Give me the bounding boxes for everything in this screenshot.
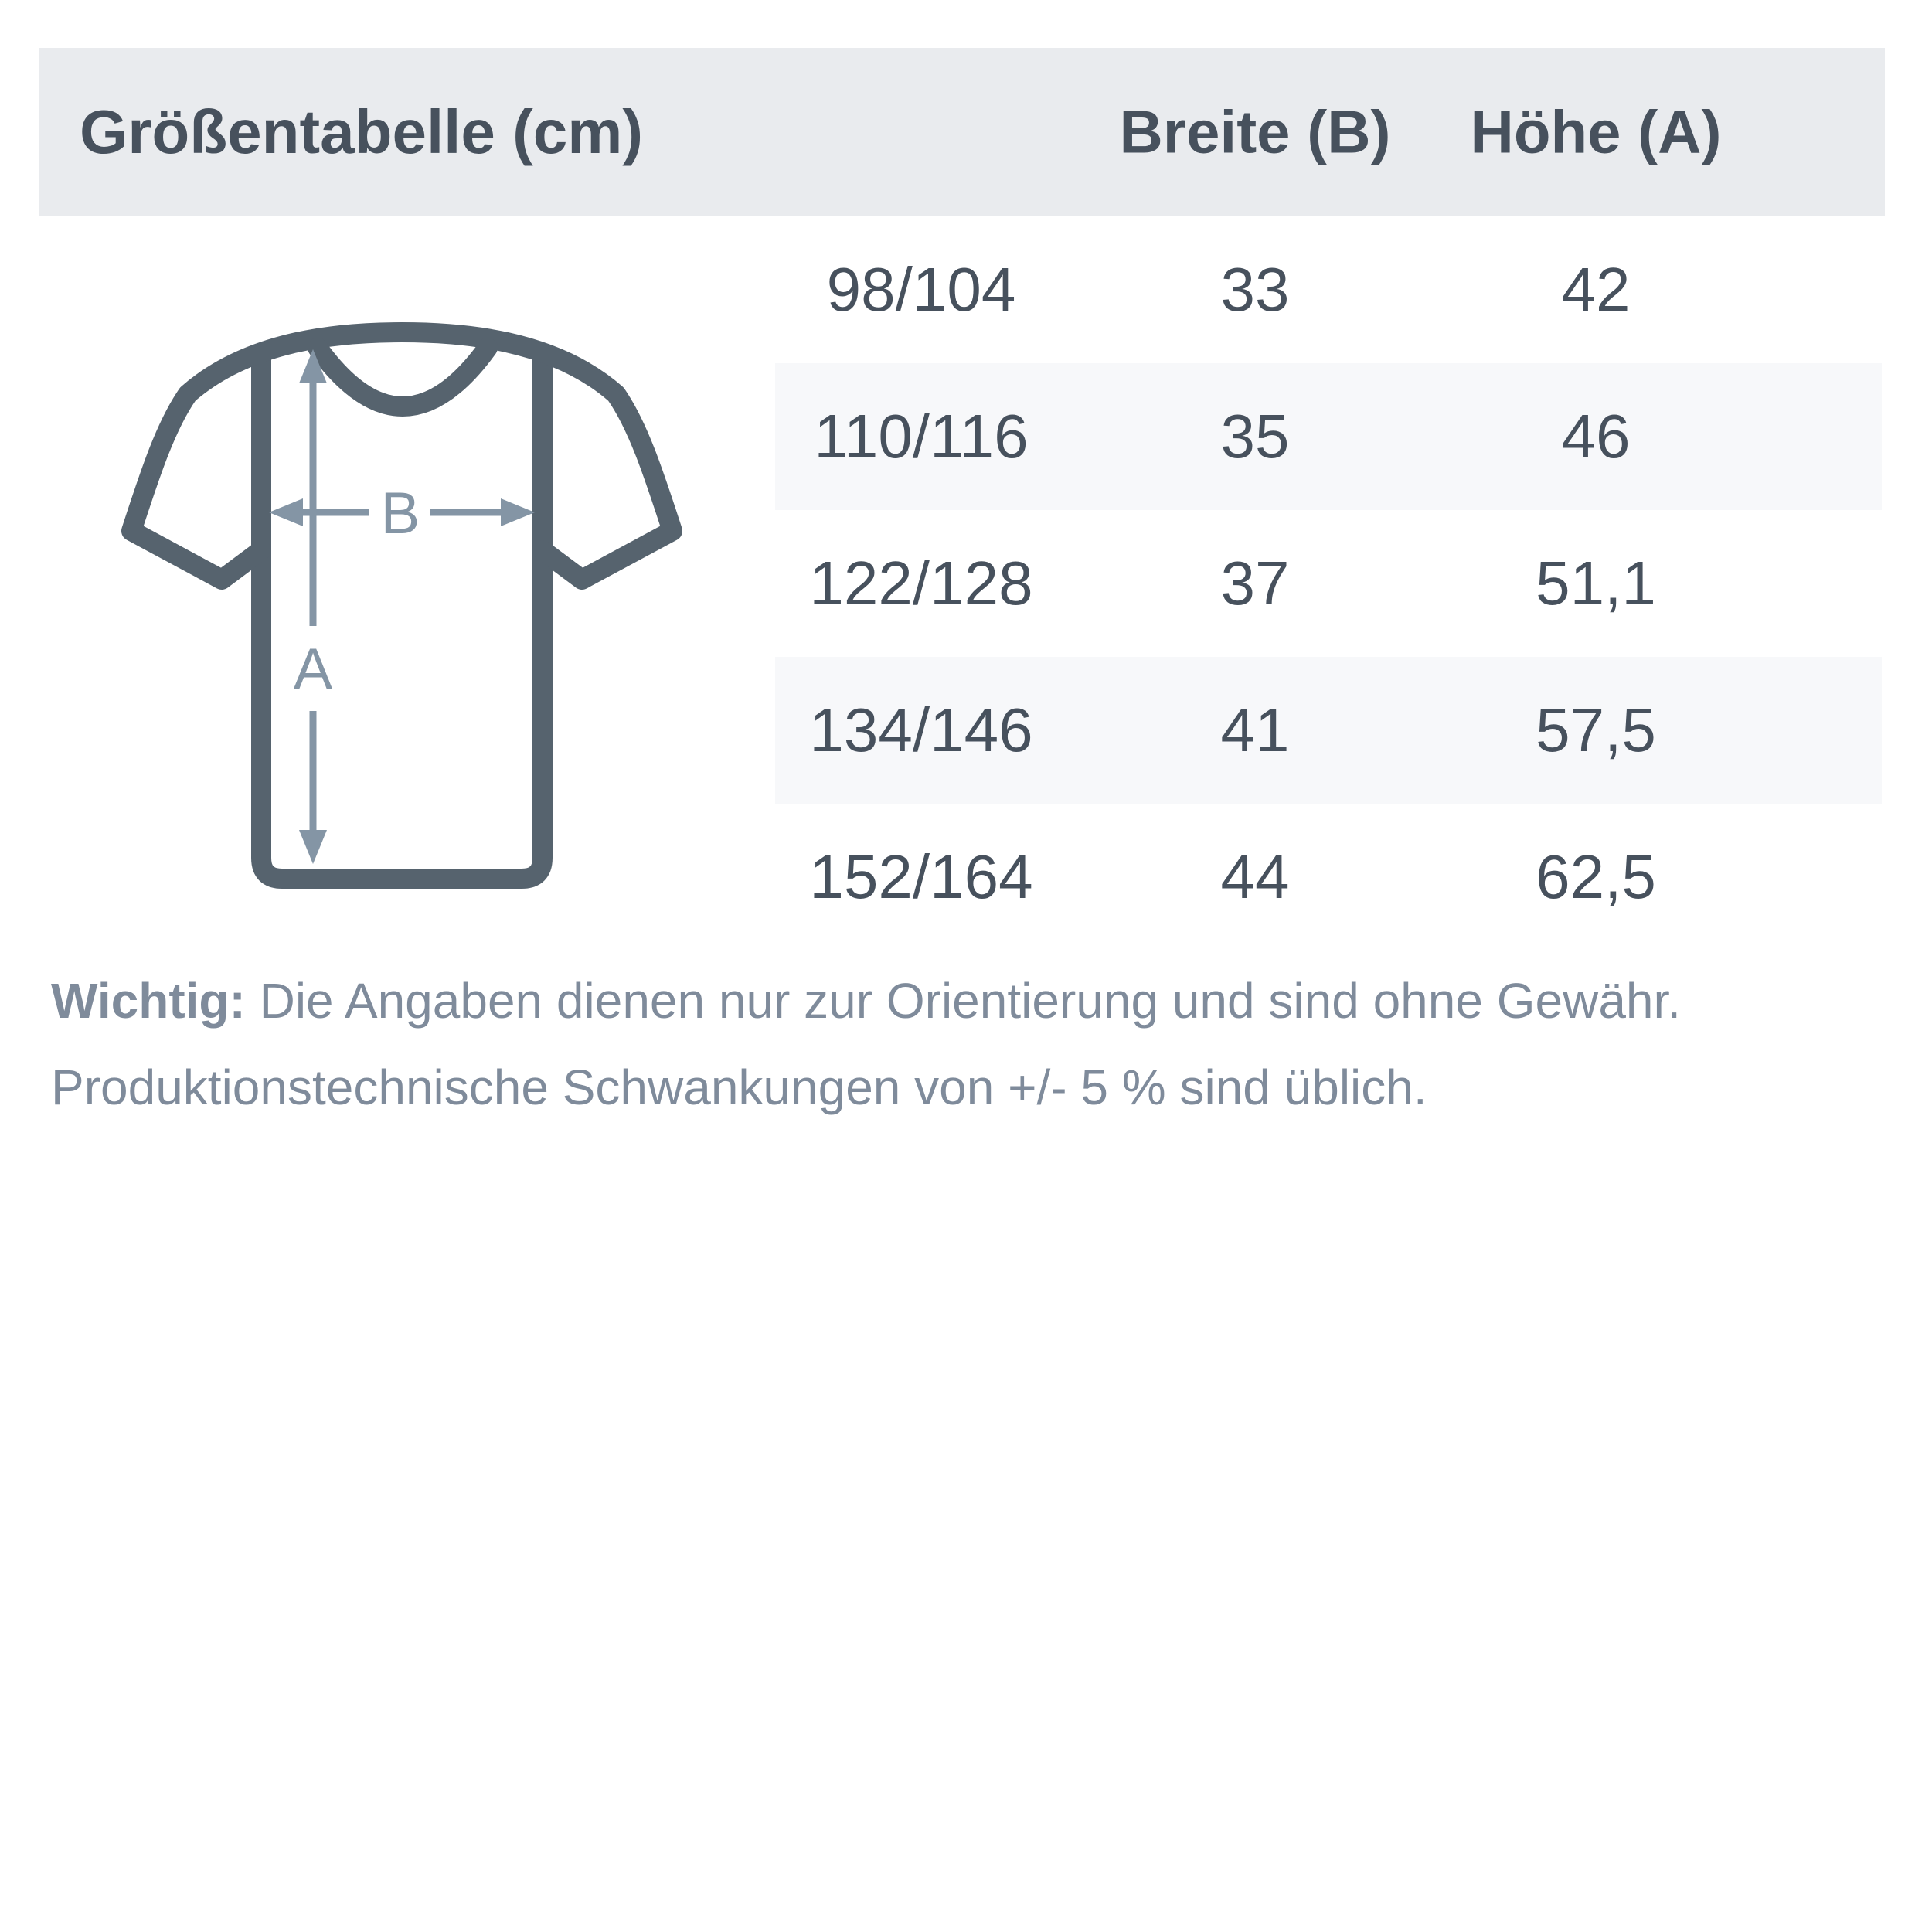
column-header-height: Höhe (A) bbox=[1470, 97, 1722, 165]
height-cell: 51,1 bbox=[1536, 549, 1656, 617]
size-cell: 98/104 bbox=[826, 255, 1016, 324]
height-arrow bbox=[299, 349, 327, 864]
tshirt-collar-outline bbox=[318, 348, 488, 406]
table-row bbox=[775, 363, 1882, 510]
table-row bbox=[775, 804, 1882, 951]
size-cell: 122/128 bbox=[809, 549, 1033, 617]
size-cell: 134/146 bbox=[809, 696, 1033, 764]
table-row bbox=[775, 657, 1882, 804]
height-cell: 42 bbox=[1561, 255, 1631, 324]
size-cell: 152/164 bbox=[809, 842, 1033, 911]
width-cell: 35 bbox=[1220, 402, 1290, 471]
height-cell: 57,5 bbox=[1536, 696, 1656, 764]
table-row bbox=[775, 510, 1882, 657]
note-text-rest: Die Angaben dienen nur zur Orientierung und sind ohne Gewähr. bbox=[259, 973, 1682, 1029]
height-label: A bbox=[293, 637, 333, 702]
width-cell: 44 bbox=[1220, 842, 1290, 911]
tshirt-body-outline bbox=[261, 359, 543, 879]
width-cell: 41 bbox=[1220, 696, 1290, 764]
height-cell: 62,5 bbox=[1536, 842, 1656, 911]
note-text-line1 bbox=[51, 972, 1681, 1029]
size-cell: 110/116 bbox=[814, 402, 1029, 471]
note-important-label: Wichtig: bbox=[51, 973, 246, 1029]
tshirt-diagram bbox=[89, 301, 684, 912]
table-header-bar bbox=[39, 48, 1885, 216]
width-label: B bbox=[380, 481, 420, 546]
width-cell: 37 bbox=[1220, 549, 1290, 617]
table-row bbox=[775, 216, 1882, 363]
table-title: Größentabelle (cm) bbox=[80, 97, 644, 166]
width-cell: 33 bbox=[1220, 255, 1290, 324]
height-cell: 46 bbox=[1561, 402, 1631, 471]
column-header-width: Breite (B) bbox=[1119, 97, 1391, 165]
note-text-line2: Produktionstechnische Schwankungen von +/- 5 % sind üblich. bbox=[51, 1060, 1427, 1115]
